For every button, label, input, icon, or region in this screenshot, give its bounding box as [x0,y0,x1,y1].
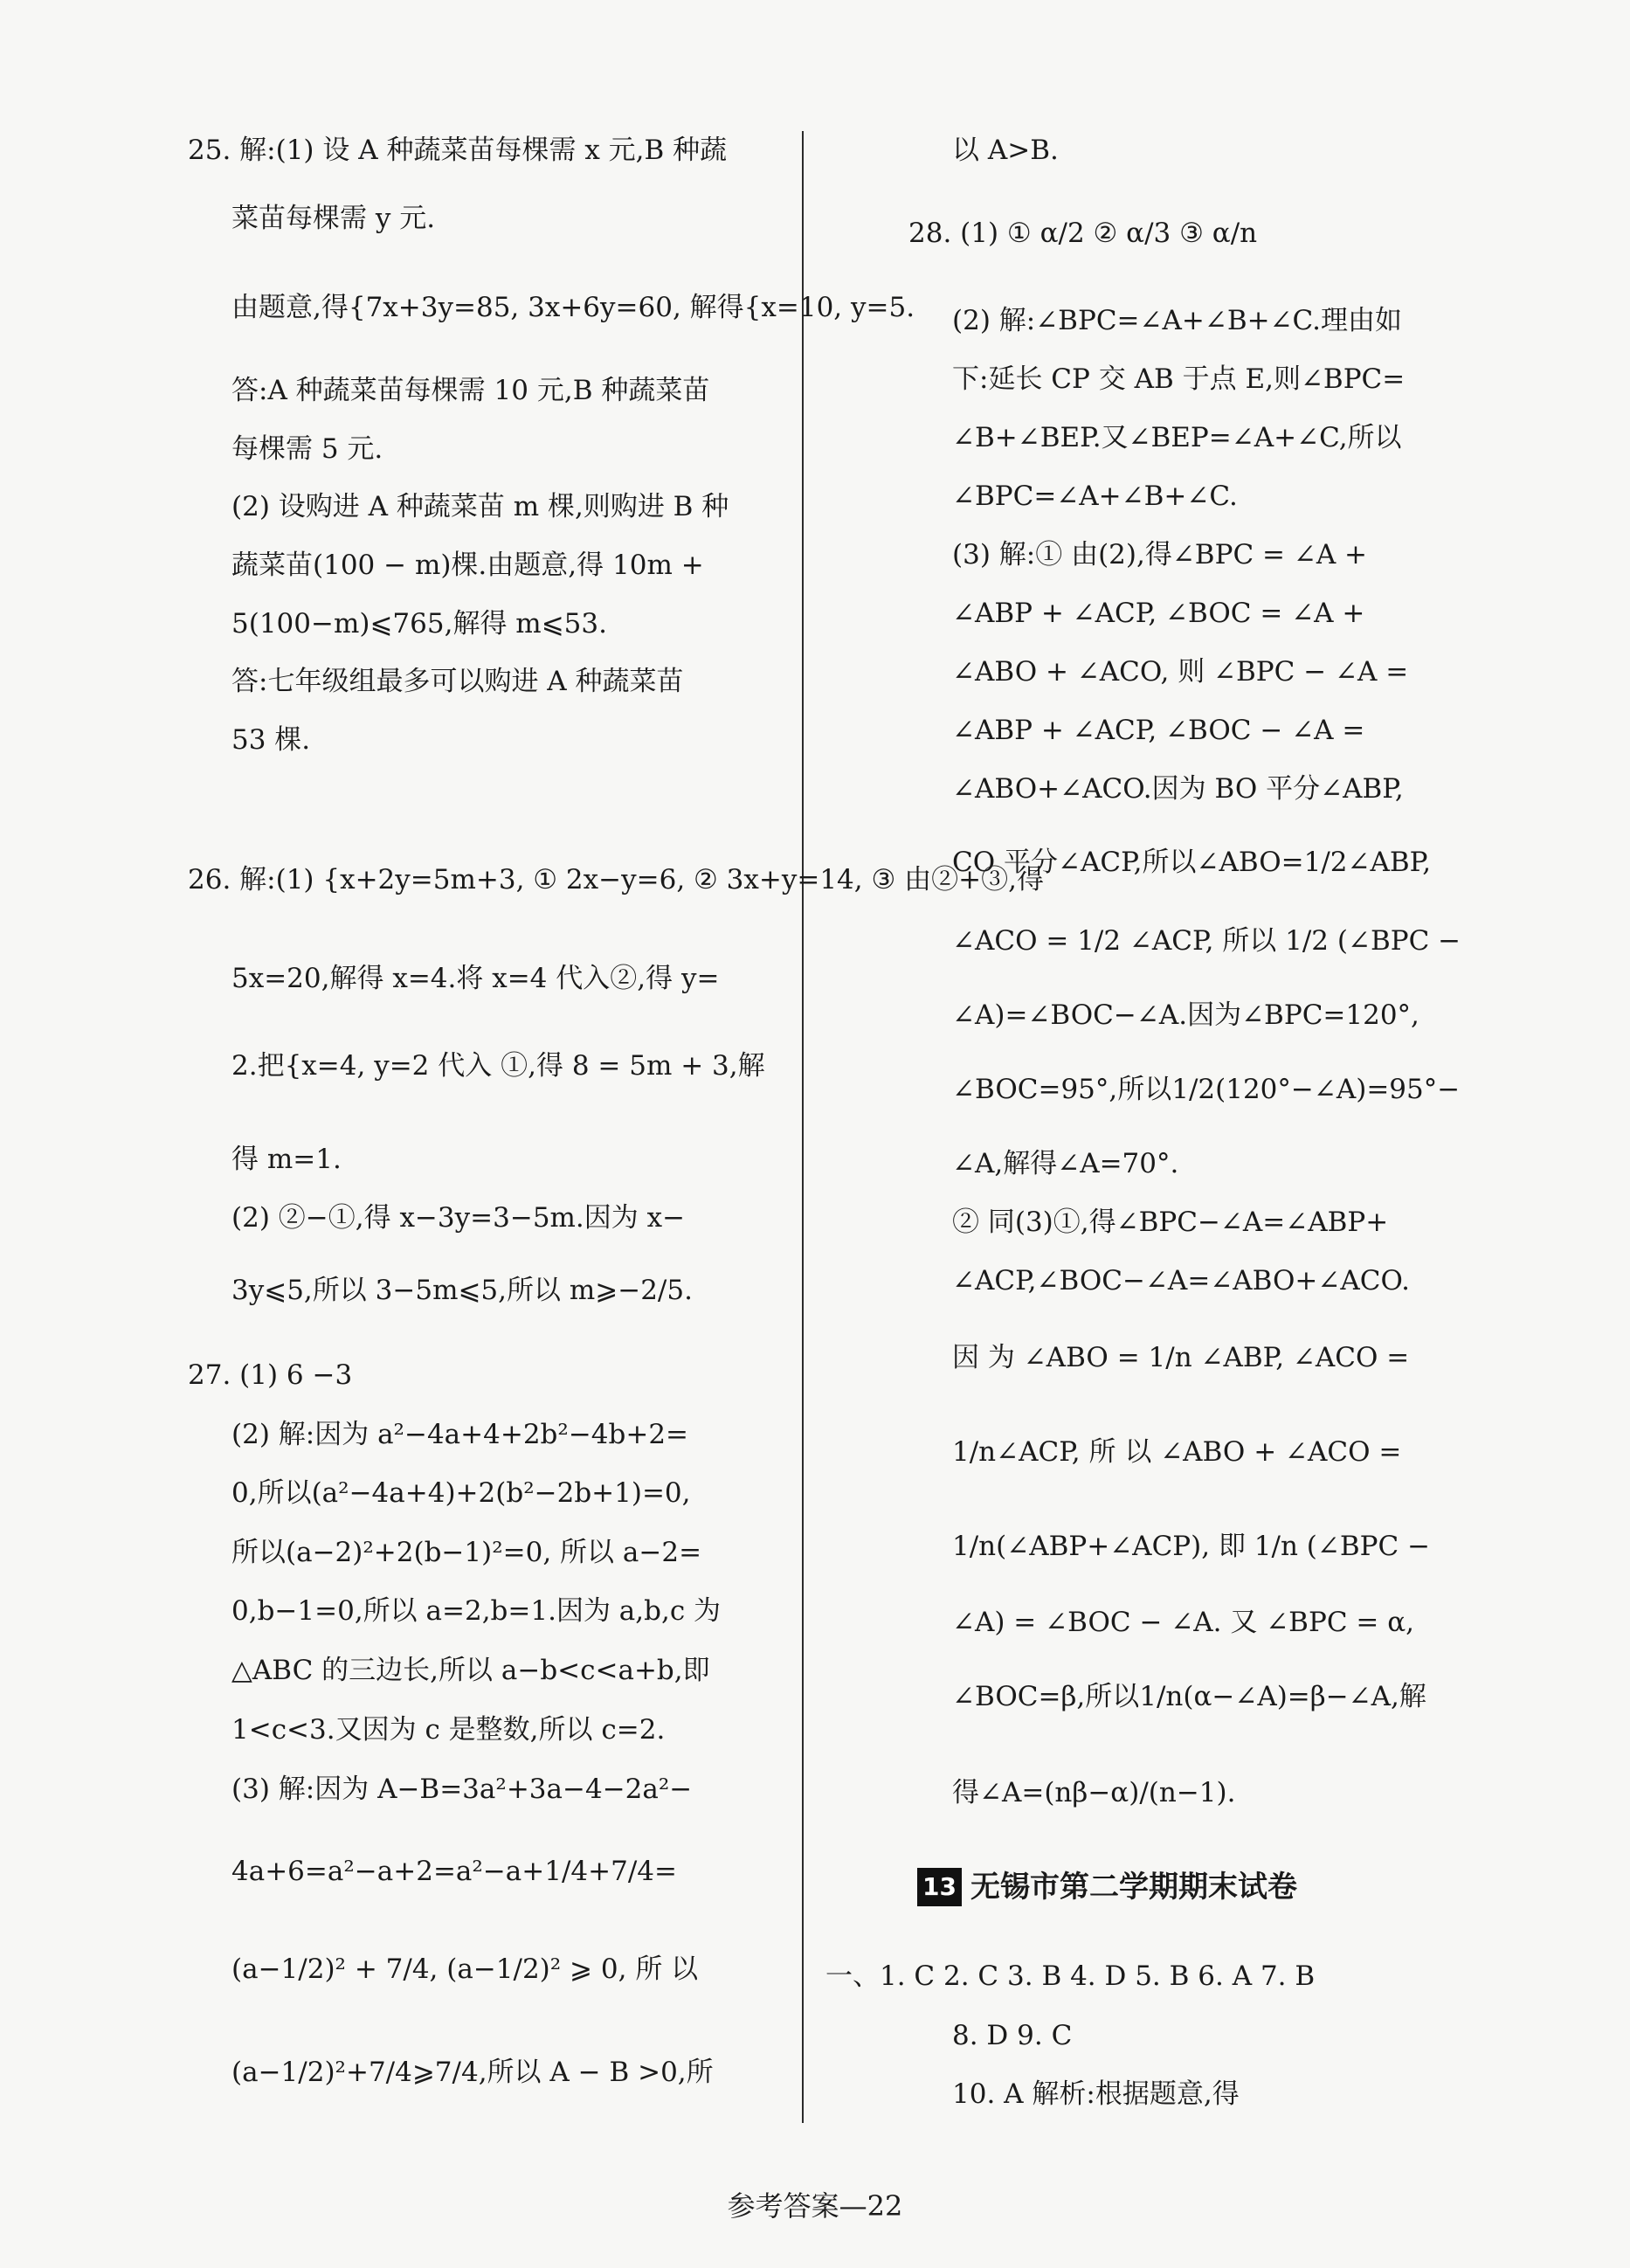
q26-line-2: 5x=20,解得 x=4.将 x=4 代入②,得 y= [231,963,720,994]
q27-line-9: 4a+6=a²−a+2=a²−a+1/4+7/4= [231,1856,677,1887]
q25-line-9: 答:七年级组最多可以购进 A 种蔬菜苗 [231,666,684,697]
q27-line-1: 27. (1) 6 −3 [188,1359,353,1391]
q28-line-19: 1/n∠ACP, 所 以 ∠ABO + ∠ACO = [952,1436,1402,1468]
q25-line-5: 每棵需 5 元. [231,433,383,465]
q28-line-12: ∠ACO = 1/2 ∠ACP, 所以 1/2 (∠BPC − [952,925,1461,957]
q28-line-9: ∠ABP + ∠ACP, ∠BOC − ∠A = [952,715,1365,746]
q25-line-3: 由题意,得{7x+3y=85, 3x+6y=60, 解得{x=10, y=5. [231,292,915,323]
q28-line-6: (3) 解:① 由(2),得∠BPC = ∠A + [952,539,1368,570]
q27-line-7: 1<c<3.又因为 c 是整数,所以 c=2. [231,1714,666,1746]
q28-line-8: ∠ABO + ∠ACO, 则 ∠BPC − ∠A = [952,656,1409,688]
q27-line-2: (2) 解:因为 a²−4a+4+2b²−4b+2= [231,1419,689,1450]
q26-line-6: 3y⩽5,所以 3−5m⩽5,所以 m⩾−2/5. [231,1275,693,1306]
q28-line-4: ∠B+∠BEP.又∠BEP=∠A+∠C,所以 [952,422,1402,453]
q27-line-6: △ABC 的三边长,所以 a−b<c<a+b,即 [231,1655,710,1686]
answers-line-3: 10. A 解析:根据题意,得 [952,2078,1240,2110]
q28-line-23: 得∠A=(nβ−α)/(n−1). [952,1777,1236,1808]
q28-line-18: 因 为 ∠ABO = 1/n ∠ABP, ∠ACO = [952,1342,1410,1373]
q28-line-11: CO 平分∠ACP,所以∠ABO=1/2∠ABP, [952,847,1432,878]
q27-line-11: (a−1/2)²+7/4⩾7/4,所以 A − B >0,所 [231,2057,714,2088]
q28-line-20: 1/n(∠ABP+∠ACP), 即 1/n (∠BPC − [952,1531,1431,1562]
q28-line-16: ② 同(3)①,得∠BPC−∠A=∠ABP+ [952,1207,1389,1238]
answers-line-1: 一、1. C 2. C 3. B 4. D 5. B 6. A 7. B [825,1960,1316,1992]
q28-line-17: ∠ACP,∠BOC−∠A=∠ABO+∠ACO. [952,1265,1410,1296]
section-badge: 13 [917,1868,962,1906]
q28-line-13: ∠A)=∠BOC−∠A.因为∠BPC=120°, [952,999,1419,1031]
section-title [917,1865,1297,1909]
q26-line-1: 26. 解:(1) {x+2y=5m+3, ① 2x−y=6, ② 3x+y=14, ③ 由②+③,得 [188,864,1044,895]
q28-line-21: ∠A) = ∠BOC − ∠A. 又 ∠BPC = α, [952,1607,1415,1638]
q27-line-5: 0,b−1=0,所以 a=2,b=1.因为 a,b,c 为 [231,1595,722,1627]
q28-line-2: (2) 解:∠BPC=∠A+∠B+∠C.理由如 [952,305,1403,336]
q25-line-6: (2) 设购进 A 种蔬菜苗 m 棵,则购进 B 种 [231,491,729,522]
q27-line-3: 0,所以(a²−4a+4)+2(b²−2b+1)=0, [231,1477,691,1509]
cont-line: 以 A>B. [952,135,1059,166]
q27-line-8: (3) 解:因为 A−B=3a²+3a−4−2a²− [231,1774,693,1805]
q28-line-1: 28. (1) ① α/2 ② α/3 ③ α/n [908,218,1258,249]
q25-line-1: 25. 解:(1) 设 A 种蔬菜苗每棵需 x 元,B 种蔬 [188,135,728,166]
q28-line-22: ∠BOC=β,所以1/n(α−∠A)=β−∠A,解 [952,1681,1426,1712]
q25-line-10: 53 棵. [231,724,311,756]
q28-line-15: ∠A,解得∠A=70°. [952,1148,1179,1179]
page-footer: 参考答案—22 [727,2189,903,2223]
answers-line-2: 8. D 9. C [952,2020,1073,2051]
q26-line-3: 2.把{x=4, y=2 代入 ①,得 8 = 5m + 3,解 [231,1050,765,1082]
q28-line-3: 下:延长 CP 交 AB 于点 E,则∠BPC= [952,363,1406,395]
q25-line-4: 答:A 种蔬菜苗每棵需 10 元,B 种蔬菜苗 [231,375,710,406]
q28-line-14: ∠BOC=95°,所以1/2(120°−∠A)=95°− [952,1074,1461,1105]
q25-line-7: 蔬菜苗(100 − m)棵.由题意,得 10m + [231,550,704,581]
q25-line-8: 5(100−m)⩽765,解得 m⩽53. [231,608,607,640]
q26-line-5: (2) ②−①,得 x−3y=3−5m.因为 x− [231,1202,686,1234]
q28-line-7: ∠ABP + ∠ACP, ∠BOC = ∠A + [952,598,1365,629]
section-title-text: 无锡市第二学期期末试卷 [970,1870,1297,1905]
q27-line-4: 所以(a−2)²+2(b−1)²=0, 所以 a−2= [231,1537,702,1568]
column-divider [802,131,804,2123]
q28-line-10: ∠ABO+∠ACO.因为 BO 平分∠ABP, [952,773,1404,805]
q26-line-4: 得 m=1. [231,1144,342,1175]
q27-line-10: (a−1/2)² + 7/4, (a−1/2)² ⩾ 0, 所 以 [231,1953,699,1985]
q25-line-2: 菜苗每棵需 y 元. [231,203,436,234]
q28-line-5: ∠BPC=∠A+∠B+∠C. [952,481,1238,512]
